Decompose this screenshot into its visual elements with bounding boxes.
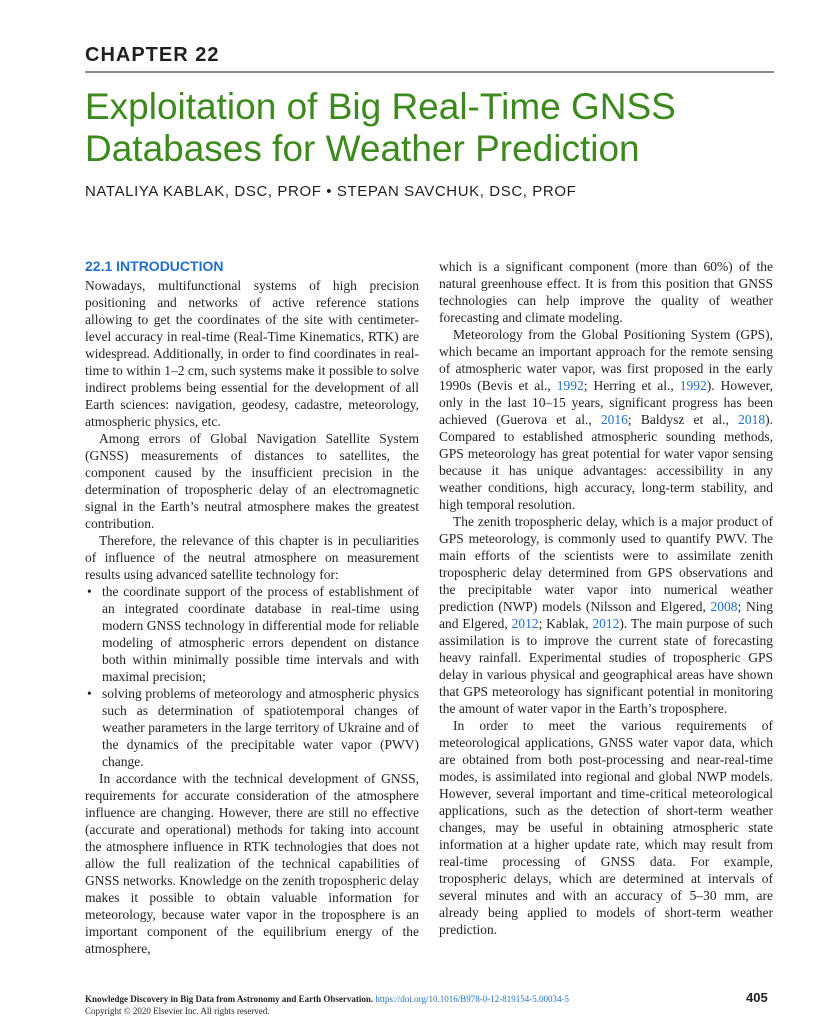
list-item [85, 583, 419, 685]
list-item-text: the coordinate support of the process of establishment of an integrated coordinate database in real-time using modern GNSS technology in differential mode for reliable modeling of atmospheric errors dependent on distance both within minimally possible time intervals and with maximal precision; [102, 584, 419, 684]
list-item [85, 685, 419, 770]
citation-link[interactable]: 2016 [600, 412, 628, 427]
text-run: Meteorology from the Global Positioning System (GPS), which became an important approach for the remote sensing of atmospheric water vapor, was first proposed in the early 1990s (Bevis et al., [439, 327, 773, 393]
chapter-rule [85, 71, 774, 73]
copyright: Copyright © 2020 Elsevier Inc. All rights reserved. [85, 1006, 270, 1016]
citation-link[interactable]: 2018 [738, 412, 766, 427]
left-column [85, 258, 419, 957]
paragraph: In accordance with the technical development of GNSS, requirements for accurate consideration of the atmosphere influence are changing. However, there are still no effective (accurate and operational) methods for taking into account the atmosphere influence in RTK technologies that does not allow the full realization of the technical capabilities of GNSS networks. Knowledge on the zenith tropospheric delay makes it possible to obtain valuable information for meteorology, because water vapor in the troposphere is an important component of the equilibrium energy of the atmosphere, [85, 771, 419, 956]
chapter-label: CHAPTER 22 [85, 44, 220, 66]
text-run: The zenith tropospheric delay, which is a major product of GPS meteorology, is commonly used to quantify PWV. The main efforts of the scientists were to assimilate zenith tropospheric delay determined from GPS observations and the precipitable water vapor into numerical weather prediction (NWP) models (Nilsson and Elgered, [439, 514, 773, 614]
paragraph: which is a significant component (more than 60%) of the natural greenhouse effect. It is from this position that GNSS technologies can help improve the quality of weather forecasting and climate modeling. [439, 259, 773, 325]
citation-link[interactable]: 2012 [511, 616, 539, 631]
paragraph: Among errors of Global Navigation Satellite System (GNSS) measurements of distances to satellites, the component caused by the insufficient precision in the determination of tropospheric delay of an electromagnetic signal in the Earth’s neutral atmosphere makes the greatest contribution. [85, 431, 419, 531]
paragraph [439, 326, 773, 513]
right-column [439, 258, 773, 938]
text-run: ). However, only in the last 10–15 years, significant progress has been achieved (Guerova et al., [439, 378, 773, 427]
citation-link[interactable]: 2012 [592, 616, 620, 631]
paragraph: Nowadays, multifunctional systems of high precision positioning and networks of active reference stations allowing to get the coordinates of the site with centimeter-level accuracy in real-time (Real-Time Kinematics, RTK) are widespread. Additionally, in order to find coordinates in real-time to within 1–2 cm, such systems make it possible to solve indirect problems being essential for the development of all Earth sciences: navigation, geodesy, cadastre, meteorology, atmospheric physics, etc. [85, 278, 419, 429]
book-title: Knowledge Discovery in Big Data from Astronomy and Earth Observation. [85, 994, 374, 1004]
text-run: ). The main purpose of such assimilation is to improve the current state of forecasting heavy rainfall. Experimental studies of tropospheric GPS delay in various physical and geographical areas have shown that GPS meteorology has significant potential in monitoring the amount of water vapor in the Earth’s troposphere. [439, 616, 774, 716]
text-run: ; Herring et al., [583, 378, 680, 393]
paragraph [439, 513, 773, 717]
citation-link[interactable]: 1992 [679, 378, 707, 393]
doi-link[interactable]: https://doi.org/10.1016/B978-0-12-819154-5.00034-5 [375, 994, 570, 1004]
authors: NATALIYA KABLAK, DSC, PROF • STEPAN SAVCHUK, DSC, PROF [85, 183, 577, 200]
section-title: INTRODUCTION [116, 258, 224, 274]
section-number: 22.1 [85, 258, 113, 274]
page-footer [85, 993, 569, 1017]
citation-link[interactable]: 1992 [556, 378, 584, 393]
paragraph: Therefore, the relevance of this chapter is in peculiarities of influence of the neutral atmosphere on measurement results using advanced satellite technology for: [85, 533, 419, 582]
text-run: ; Baldysz et al., [627, 412, 739, 427]
bullet-mark: • [87, 584, 92, 599]
bullet-mark: • [87, 686, 92, 701]
text-run: ; Ning and Elgered, [439, 599, 773, 631]
bullet-list [85, 583, 419, 770]
paragraph: In order to meet the various requirements of meteorological applications, GNSS water vapor data, which are obtained from both post-processing and near-real-time modes, is assimilated into regional and global NWP models. However, several important and time-critical meteorological applications, such as the detection of short-term weather changes, may be useful in obtaining atmospheric state information at a higher update rate, which may result from real-time processing of GNSS data. For example, tropospheric delays, which are determined at intervals of several minutes and with an accuracy of 5–30 mm, are already being applied to models of short-term weather prediction. [439, 718, 773, 937]
citation-link[interactable]: 2008 [710, 599, 738, 614]
text-run: ). Compared to established atmospheric sounding methods, GPS meteorology has great potential for water vapor sensing because it has unique advantages: accessibility in any weather conditions, high accuracy, long-term stability, and high temporal resolution. [439, 412, 773, 512]
list-item-text: solving problems of meteorology and atmospheric physics such as determination of spatiotemporal changes of weather parameters in the large territory of Ukraine and of the dynamics of the precipitable water vapor (PWV) change. [102, 686, 419, 769]
text-run: ; Kablak, [538, 616, 593, 631]
section-heading [85, 258, 419, 274]
page-number: 405 [746, 990, 768, 1005]
chapter-title: Exploitation of Big Real-Time GNSS Databases for Weather Prediction [85, 86, 676, 169]
